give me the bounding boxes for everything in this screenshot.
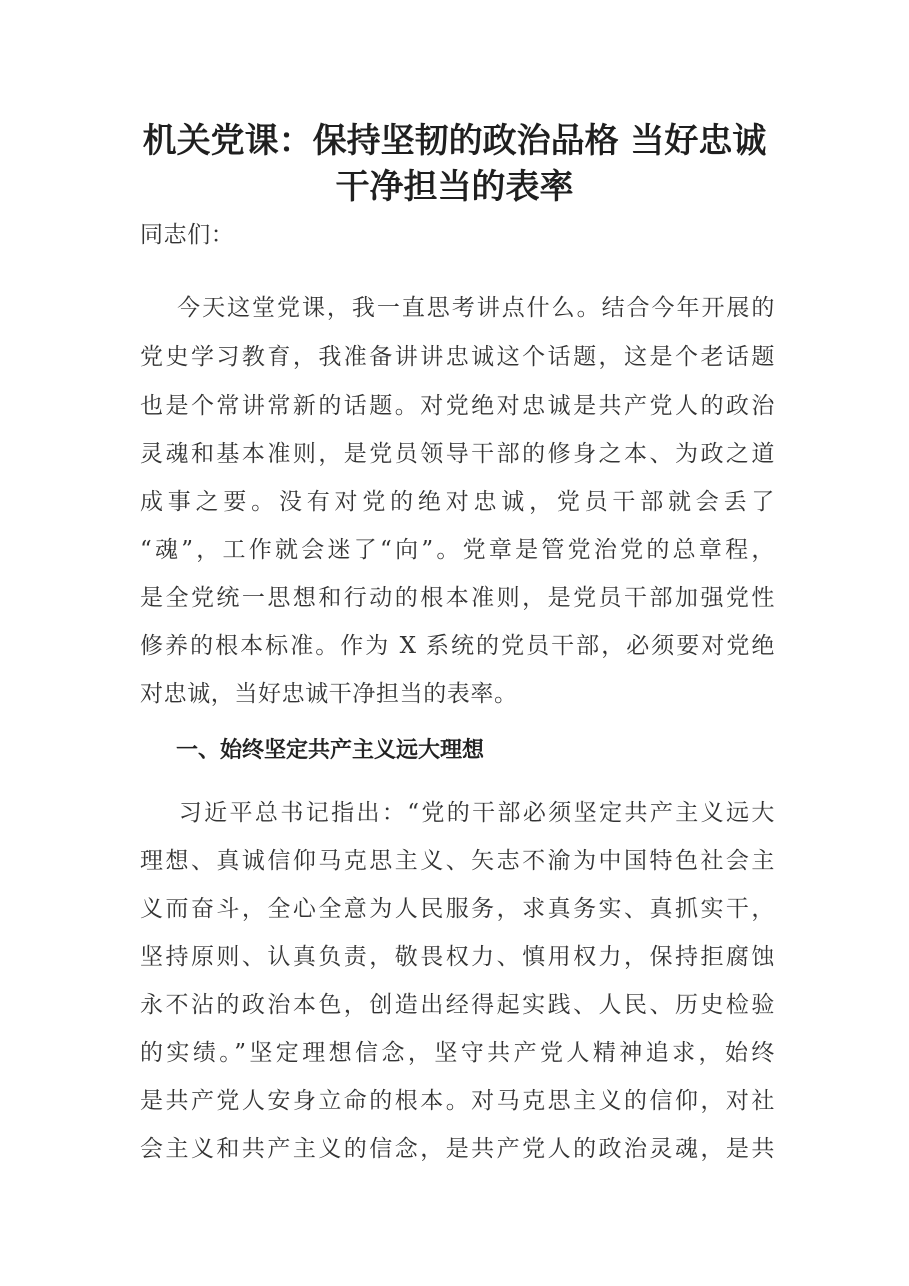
section-line: 义而奋斗，全心全意为人民服务，求真务实、真抓实干， xyxy=(140,896,775,922)
intro-line: 对忠诚，当好忠诚干净担当的表率。 xyxy=(140,681,518,707)
intro-line: 成事之要。没有对党的绝对忠诚，党员干部就会丢了 xyxy=(140,489,775,515)
section-line: 坚持原则、认真负责，敬畏权力、慎用权力，保持拒腐蚀 xyxy=(140,944,775,970)
intro-line: 灵魂和基本准则，是党员领导干部的修身之本、为政之道 xyxy=(140,441,775,467)
intro-line: 修养的根本标准。作为 X 系统的党员干部，必须要对党绝 xyxy=(140,633,775,659)
intro-line: 是全党统一思想和行动的根本准则，是党员干部加强党性 xyxy=(140,585,775,611)
document-title-line-2: 干净担当的表率 xyxy=(335,167,574,207)
document-title-line-1: 机关党课：保持坚韧的政治品格 当好忠诚 xyxy=(142,121,767,161)
section-line: 是共产党人安身立命的根本。对马克思主义的信仰，对社 xyxy=(140,1088,775,1114)
intro-line: 也是个常讲常新的话题。对党绝对忠诚是共产党人的政治 xyxy=(140,393,775,419)
intro-line: “魂”，工作就会迷了“向”。党章是管党治党的总章程， xyxy=(140,537,775,563)
intro-line: 今天这堂党课，我一直思考讲点什么。结合今年开展的 xyxy=(140,295,775,321)
section-line: 习近平总书记指出：“党的干部必须坚定共产主义远大 xyxy=(140,800,775,826)
section-line: 的实绩。”坚定理想信念，坚守共产党人精神追求，始终 xyxy=(140,1040,775,1066)
section-line: 理想、真诚信仰马克思主义、矢志不渝为中国特色社会主 xyxy=(140,848,775,874)
section-heading: 一、始终坚定共产主义远大理想 xyxy=(176,738,485,763)
salutation: 同志们： xyxy=(140,222,235,248)
intro-line: 党史学习教育，我准备讲讲忠诚这个话题，这是个老话题 xyxy=(140,344,775,370)
section-line: 会主义和共产主义的信念，是共产党人的政治灵魂，是共 xyxy=(140,1136,775,1162)
section-line: 永不沾的政治本色，创造出经得起实践、人民、历史检验 xyxy=(140,992,775,1018)
